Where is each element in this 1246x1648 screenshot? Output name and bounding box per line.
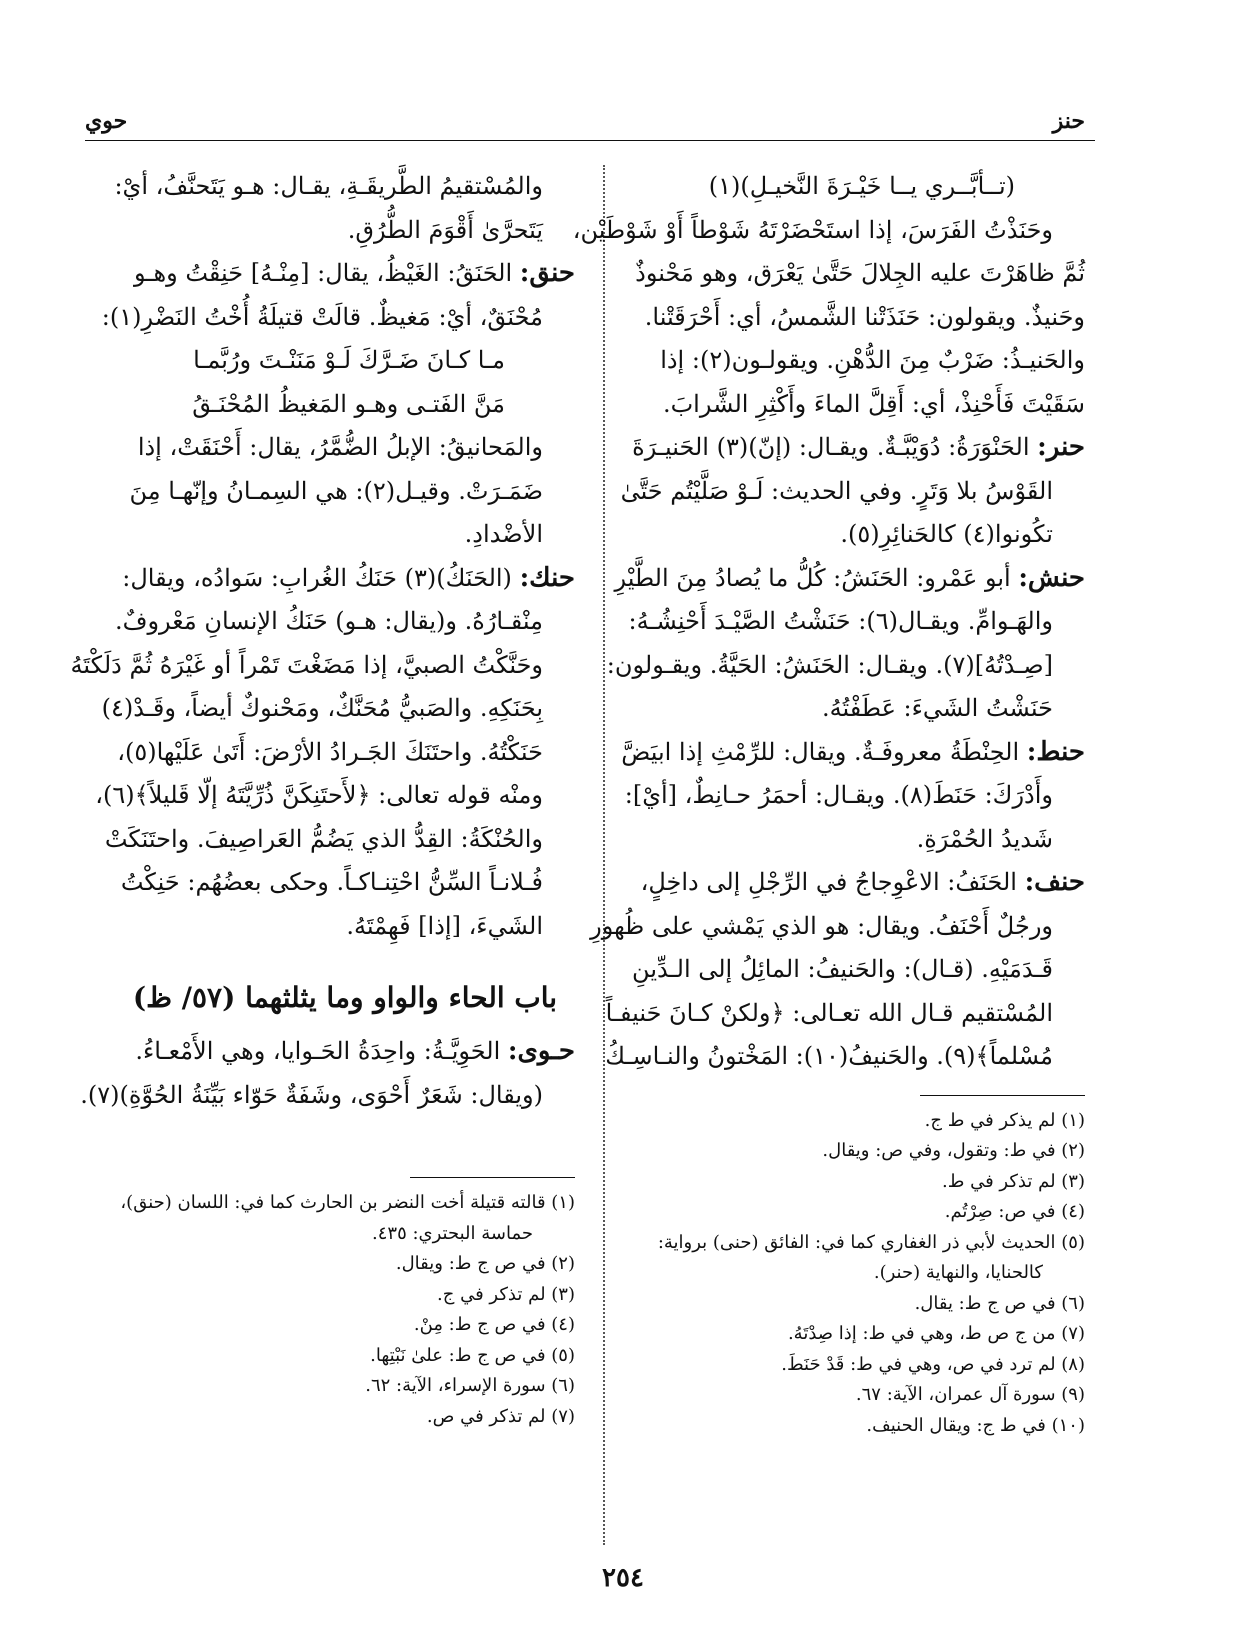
text-line [620, 470, 1085, 514]
text-line [115, 861, 575, 905]
text-line [115, 513, 575, 557]
footnote: (٦) في ص ج ط: يقال. [914, 1292, 1085, 1314]
verse-line [115, 383, 575, 427]
headword: حنق: [519, 258, 575, 288]
line-text: تكُونوا(٤) كالحَنائِرِ(٥). [840, 520, 1053, 548]
line-text: مُحْنَقٌ، أيْ: مَغيظٌ. قالَتْ قتيلَةُ أُخْتُ النَضْرِ(١): [101, 302, 543, 331]
footnote: (٢) في ص ج ط: ويقال. [395, 1253, 575, 1274]
text-line [630, 296, 1085, 340]
headword: حنف: [1024, 867, 1085, 897]
line-text: سَقَيْتَ فَأَحْنِذْ، أي: أَقِلَّ الماءَ وأَكْثِرِ الشَّرابَ. [662, 389, 1085, 418]
footnote: (٧) لم تذكر في ص. [426, 1405, 575, 1427]
line-text: ورجُلٌ أَحْنَفُ. ويقال: هو الذي يَمْشي على ظُهورِ [590, 911, 1053, 940]
text-line [572, 209, 1085, 253]
left-column [70, 165, 575, 1432]
left-column-footnotes [115, 1188, 575, 1432]
entry-line [115, 557, 575, 601]
text-line [95, 774, 575, 818]
line-text: الحَنَقُ: الغَيْظُ، يقال: [مِنْـهُ] حَنِقْتُ وهـو [134, 259, 520, 287]
line-text: الشَيءَ، [إذا] فَهِمْتَهُ. [346, 911, 543, 940]
entry-line [621, 731, 1085, 775]
headword: حنط: [1026, 736, 1085, 767]
line-text: (ويقال: شَعَرٌ أَحْوَى، وشَفَةٌ حَوّاء بَيِّنَةُ الحُوَّةِ)(٧). [80, 1080, 543, 1109]
right-column [572, 165, 1085, 1441]
text-line [115, 209, 575, 253]
verse-line [630, 165, 1085, 209]
footnote-rule [920, 1095, 1085, 1096]
right-column-footnotes [630, 1106, 1085, 1442]
line-text: أبو عَمْرو: الحَنَشُ: كُلُّ ما يُصادُ مِنَ الطَّيْرِ [614, 563, 1019, 592]
header-right-root: حنز [1052, 108, 1085, 134]
text-line [630, 339, 1085, 383]
header-rule [85, 140, 1095, 141]
line-text: ثُمَّ ظاهَرْتَ عليه الجِلالَ حَتَّىٰ يَعْرَق، وهو مَحْنوذٌ [635, 259, 1085, 287]
left-column-text-section [80, 1030, 575, 1117]
footnote: (١) قالته قتيلة أخت النضر بن الحارث كما في: اللسان (حنق)، [120, 1192, 575, 1213]
line-text: حَنَكْتُهُ. واحتَنَكَ الجَـرادُ الأرْضَ: أَتَىٰ عَلَيْها(٥)، [117, 737, 543, 766]
headword: حـوى: [507, 1036, 575, 1066]
header-left-root: حوي [85, 108, 128, 134]
footnote: (٨) لم ترد في ص، وهي في ط: قَدْ حَنَطَ. [781, 1353, 1085, 1375]
section-title: باب الحاء والواو وما يثلثهما (٥٧/ ظ) [132, 981, 558, 1014]
footnote: (٢) في ط: وتقول، وفي ص: ويقال. [822, 1140, 1085, 1161]
text-line [101, 687, 575, 731]
page-number: ٢٥٤ [602, 1563, 644, 1593]
line-text: المُسْتقيم قـال الله تعـالى: ﴿ولكنْ كـانَ حَنيفـاً [605, 998, 1053, 1027]
line-text: وحَنَّكْتُ الصبيَّ، إذا مَضَغْتَ تَمْراً أو غَيْرَهُ ثُمَّ دَلَكْتَهُ [70, 650, 543, 679]
footnote: (٩) سورة آل عمران، الآية: ٦٧. [855, 1384, 1085, 1405]
footnote: (٦) سورة الإسراء، الآية: ٦٢. [365, 1375, 575, 1396]
line-text: والحَنيـذُ: ضَرْبٌ مِنَ الدُّهْنِ. ويقولـون(٢): إذا [660, 346, 1085, 374]
footnote: (٥) في ص ج ط: علىٰ نَبْتِها. [370, 1344, 575, 1366]
column-divider [603, 165, 605, 1545]
line-text: ضَمَـرَتْ. وقيـل(٢): هي السِمـانُ وإنّهـا مِنَ [129, 476, 543, 505]
entry-line [614, 557, 1085, 601]
line-text: مَنَّ الفَتـى وهـو المَغيظُ المُحْنَـقُ [192, 389, 505, 418]
line-text: مـا كـانَ ضَـرَّكَ لَـوْ مَنَنْـتَ ورُبَّمـا [193, 346, 505, 374]
text-line [630, 818, 1085, 862]
footnote: (٧) من ج ص ط، وهي في ط: إذا صِدْتَهُ. [787, 1323, 1085, 1344]
text-line [630, 600, 1085, 644]
footnote: (١٠) في ط ج: ويقال الحنيف. [866, 1414, 1085, 1436]
text-line [80, 1074, 575, 1118]
line-text: الحَنْوَرَةُ: دُوَيْبَّـةٌ. ويقـال: (إنّ)(٣) الحَنيـرَةَ [632, 433, 1038, 461]
line-text: مُسْلماً﴾(٩). والحَنيفُ(١٠): المَخْتونُ والنـاسِـكُ [605, 1042, 1053, 1070]
right-column-text [572, 165, 1085, 1079]
footnote: (٤) في ص: صِرْتُم. [944, 1201, 1085, 1222]
line-text: وحَنيذٌ. ويقولون: حَنَذَتْنا الشَّمسُ، أي: أَحْرَقَتْنا. [644, 302, 1085, 331]
page-header [85, 108, 1085, 144]
text-line [630, 948, 1085, 992]
text-line [115, 600, 575, 644]
line-text: (تــأبَّــري يــا خَيْـرَةَ النَّخيـلِ)(١) [708, 172, 1015, 200]
verse-line [115, 339, 575, 383]
line-text: والحُنْكَةُ: القِدُّ الذي يَضُمُّ العَراصِيفَ. واحتَنَكَتْ [104, 824, 543, 853]
line-text: وأَدْرَكَ: حَنَطَ(٨). ويقـال: أحمَرُ حـانِطٌ، [أيْ]: [624, 781, 1053, 809]
text-line [624, 774, 1085, 818]
footnote: حماسة البحتري: ٤٣٥. [372, 1222, 533, 1244]
footnote-rule [410, 1177, 575, 1178]
left-column-text [70, 165, 575, 948]
text-line [115, 426, 575, 470]
text-line [104, 818, 575, 862]
text-line [606, 644, 1085, 688]
line-text: بِحَنَكِهِ. والصَبيُّ مُحَنَّكٌ، ومَحْنوكٌ أيضاً، وقَـدْ(٤) [101, 694, 543, 722]
line-text: [صِـدْتُهُ](٧). ويقـال: الحَنَشُ: الحَيَّةُ. ويقـولون: [606, 650, 1053, 679]
footnote: (٥) الحديث لأبي ذر الغفاري كما في: الفائق (حنى) برواية: [657, 1231, 1085, 1253]
line-text: حَنَشْتُ الشَيءَ: عَطَفْتُهُ. [822, 694, 1053, 722]
footnote: (٣) لم تذكر في ط. [941, 1170, 1085, 1192]
entry-line [115, 252, 575, 296]
footnote: (١) لم يذكر في ط ج. [924, 1109, 1085, 1131]
footnote: كالحنايا، والنهاية (حنر). [873, 1262, 1043, 1283]
line-text: القَوْسُ بلا وَتَرٍ. وفي الحديث: لَـوْ صَلَّيْتُم حَتَّىٰ [620, 476, 1053, 505]
entry-line [630, 861, 1085, 905]
line-text: والمُسْتقيمُ الطَّريقَـةِ، يقـال: هـو يَتَحنَّفُ، أيْ: [114, 172, 543, 200]
text-line [70, 644, 575, 688]
text-line [101, 296, 575, 340]
line-text: الحِنْطَةُ معروفَـةٌ. ويقال: للرِّمْثِ إذا ابيَضَّ [621, 737, 1027, 766]
line-text: الأضْدادِ. [464, 520, 543, 548]
text-line [630, 252, 1085, 296]
entry-line [115, 1030, 575, 1074]
line-text: والمَحانيقُ: الإبلُ الضُّمَّرُ، يقال: أَحْنَقَتْ، إذا [137, 433, 543, 461]
footnote: (٣) لم تذكر في ج. [437, 1283, 575, 1305]
text-line [115, 731, 575, 775]
line-text: قَـدَمَيْهِ. (قـال): والحَنيفُ: المائِلُ إلى الـدِّينِ [632, 955, 1053, 983]
text-line [630, 383, 1085, 427]
line-text: والهَـوامِّ. ويقـال(٦): حَنَشْتُ الصَّيْـدَ أَحْنِشُـهُ: [628, 607, 1053, 635]
line-text: الحَوِيَّـةُ: واحِدَةُ الحَـوايا، وهي الأَمْعـاءُ. [135, 1037, 508, 1065]
line-text: الحَنَفُ: الاعْوِجاجُ في الرِّجْلِ إلى داخِلٍ، [640, 868, 1025, 896]
headword: حنك: [519, 562, 575, 593]
text-line [590, 905, 1085, 949]
line-text: فُـلانـاً السِّنُّ احْتِنـاكـاً. وحكى بعضُهُم: حَنِكْتُ [120, 868, 543, 896]
headword: حنش: [1018, 562, 1085, 593]
line-text: يَتَحرَّىٰ أَقْوَمَ الطُّرُقِ. [347, 215, 543, 244]
line-text: شَديدُ الحُمْرَةِ. [916, 824, 1053, 853]
text-line [115, 165, 575, 209]
text-line [115, 470, 575, 514]
line-text: ومنْه قوله تعالى: ﴿لأَحتَنِكَنَّ ذُرِّيَّتَهُ إلّا قَليلاً﴾(٦)، [95, 781, 543, 809]
text-line [605, 1035, 1085, 1079]
line-text: وحَنَذْتُ الفَرَسَ، إذا استَحْضَرْتَهُ شَوْطاً أَوْ شَوْطَيْن، [572, 215, 1053, 244]
text-line [605, 992, 1085, 1036]
entry-line [630, 426, 1085, 470]
text-line [630, 687, 1085, 731]
footnote: (٤) في ص ج ط: مِنْ. [413, 1314, 575, 1335]
line-text: (الحَنَكُ)(٣) حَنَكُ الغُرابِ: سَوادُه، ويقال: [122, 563, 520, 592]
headword: حنر: [1037, 432, 1085, 462]
text-line [115, 905, 575, 949]
text-line [630, 513, 1085, 557]
line-text: مِنْقـارُهُ. و(يقال: هـو) حَنَكُ الإنسانِ مَعْروفٌ. [114, 607, 543, 635]
